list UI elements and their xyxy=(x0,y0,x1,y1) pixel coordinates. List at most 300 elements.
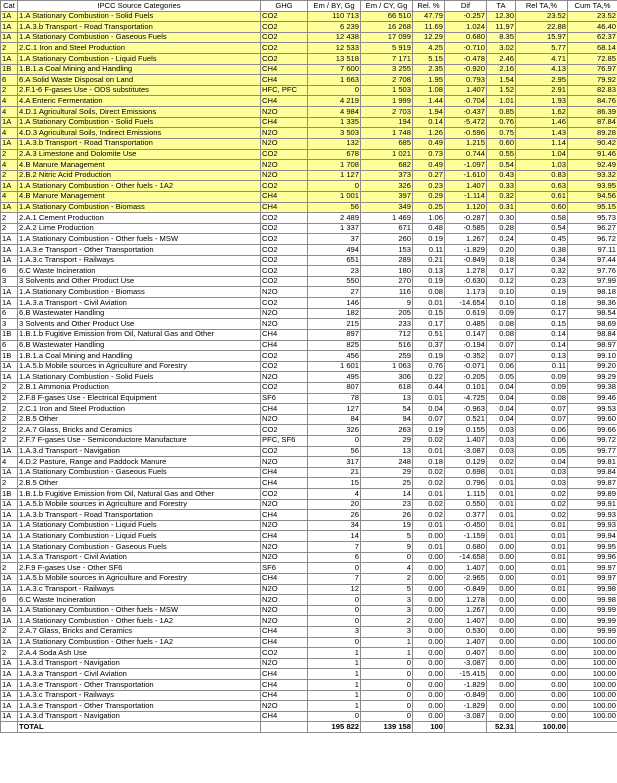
cell-dif[interactable]: -0.630 xyxy=(445,276,487,287)
cell-ghg[interactable]: CH4 xyxy=(261,573,308,584)
cell-rel[interactable]: 4.25 xyxy=(413,43,445,54)
cell-ghg[interactable]: CO2 xyxy=(261,149,308,160)
cell-ghg[interactable]: CO2 xyxy=(261,54,308,65)
cell-em-by[interactable]: 1 xyxy=(308,690,361,701)
cell-ta[interactable]: 0.00 xyxy=(487,595,516,606)
cell-cum-ta[interactable]: 98.84 xyxy=(568,329,617,340)
cell-rel[interactable]: 0.00 xyxy=(413,637,445,648)
cell-cum-ta[interactable]: 99.60 xyxy=(568,414,617,425)
cell-rel[interactable]: 0.00 xyxy=(413,595,445,606)
cell-ghg[interactable]: CH4 xyxy=(261,191,308,202)
cell-rel-ta[interactable]: 0.19 xyxy=(516,287,568,298)
cell-ghg[interactable]: CO2 xyxy=(261,181,308,192)
cell-cat[interactable]: 2 xyxy=(1,414,18,425)
cell-em-cy[interactable]: 0 xyxy=(361,680,413,691)
cell-source[interactable]: 6.B Wastewater Handling xyxy=(18,308,261,319)
cell-ta[interactable]: 0.00 xyxy=(487,542,516,553)
cell-rel-ta[interactable]: 0.60 xyxy=(516,202,568,213)
cell-cum-ta[interactable]: 96.72 xyxy=(568,234,617,245)
cell-cum-ta[interactable]: 99.93 xyxy=(568,510,617,521)
cell-em-by[interactable]: 494 xyxy=(308,245,361,256)
cell-ta[interactable]: 0.85 xyxy=(487,107,516,118)
cell-rel-ta[interactable]: 0.09 xyxy=(516,372,568,383)
cell-ghg[interactable]: N2O xyxy=(261,170,308,181)
cell-cum-ta[interactable]: 62.37 xyxy=(568,32,617,43)
total-em-cy[interactable]: 139 158 xyxy=(361,722,413,733)
cell-source[interactable]: 2.B.2 Nitric Acid Production xyxy=(18,170,261,181)
cell-source[interactable]: 1.A Stationary Combustion - Other fuels - 1A2 xyxy=(18,616,261,627)
cell-em-by[interactable]: 4 xyxy=(308,489,361,500)
cell-em-cy[interactable]: 3 xyxy=(361,605,413,616)
cell-source[interactable]: 1.B.1.a Coal Mining and Handling xyxy=(18,64,261,75)
cell-cum-ta[interactable]: 86.39 xyxy=(568,107,617,118)
cell-dif[interactable]: 1.173 xyxy=(445,287,487,298)
cell-cat[interactable]: 1A xyxy=(1,552,18,563)
cell-cat[interactable]: 1A xyxy=(1,287,18,298)
cell-dif[interactable]: -0.596 xyxy=(445,128,487,139)
total-cat[interactable] xyxy=(1,722,18,733)
cell-em-by[interactable]: 27 xyxy=(308,287,361,298)
cell-ta[interactable]: 0.00 xyxy=(487,690,516,701)
cell-cat[interactable]: 2 xyxy=(1,435,18,446)
cell-ghg[interactable]: CO2 xyxy=(261,648,308,659)
cell-cat[interactable]: 3 xyxy=(1,319,18,330)
cell-rel-ta[interactable]: 0.38 xyxy=(516,245,568,256)
cell-cum-ta[interactable]: 90.42 xyxy=(568,138,617,149)
cell-rel-ta[interactable]: 23.52 xyxy=(516,11,568,22)
cell-ghg[interactable]: CH4 xyxy=(261,669,308,680)
cell-em-by[interactable]: 825 xyxy=(308,340,361,351)
cell-em-cy[interactable]: 0 xyxy=(361,690,413,701)
cell-em-by[interactable]: 4 984 xyxy=(308,107,361,118)
cell-source[interactable]: 3 Solvents and Other Product Use xyxy=(18,276,261,287)
cell-cum-ta[interactable]: 46.40 xyxy=(568,22,617,33)
cell-rel-ta[interactable]: 0.00 xyxy=(516,680,568,691)
cell-dif[interactable]: 1.267 xyxy=(445,234,487,245)
cell-rel-ta[interactable]: 0.34 xyxy=(516,255,568,266)
cell-rel-ta[interactable]: 0.00 xyxy=(516,669,568,680)
cell-em-cy[interactable]: 205 xyxy=(361,308,413,319)
cell-ghg[interactable]: N2O xyxy=(261,520,308,531)
cell-dif[interactable]: -5.472 xyxy=(445,117,487,128)
cell-dif[interactable]: -3.087 xyxy=(445,446,487,457)
cell-source[interactable]: 6.C Waste Incineration xyxy=(18,595,261,606)
cell-cum-ta[interactable]: 99.97 xyxy=(568,563,617,574)
cell-em-cy[interactable]: 5 xyxy=(361,584,413,595)
cell-cum-ta[interactable]: 99.96 xyxy=(568,552,617,563)
cell-rel[interactable]: 12.29 xyxy=(413,32,445,43)
cell-cum-ta[interactable]: 95.15 xyxy=(568,202,617,213)
cell-dif[interactable]: 0.680 xyxy=(445,32,487,43)
cell-em-cy[interactable]: 25 xyxy=(361,478,413,489)
cell-ghg[interactable]: CH4 xyxy=(261,340,308,351)
cell-cat[interactable]: 1A xyxy=(1,202,18,213)
cell-cat[interactable]: 1B xyxy=(1,64,18,75)
cell-cum-ta[interactable]: 99.29 xyxy=(568,372,617,383)
cell-rel-ta[interactable]: 0.01 xyxy=(516,542,568,553)
cell-source[interactable]: 1.A Stationary Combustion - Gaseous Fuels xyxy=(18,467,261,478)
cell-rel[interactable]: 0.02 xyxy=(413,478,445,489)
cell-ghg[interactable]: N2O xyxy=(261,552,308,563)
cell-ghg[interactable]: CO2 xyxy=(261,382,308,393)
cell-cum-ta[interactable]: 79.92 xyxy=(568,75,617,86)
cell-em-by[interactable]: 56 xyxy=(308,202,361,213)
cell-cum-ta[interactable]: 99.99 xyxy=(568,626,617,637)
cell-em-by[interactable]: 456 xyxy=(308,351,361,362)
cell-cum-ta[interactable]: 23.52 xyxy=(568,11,617,22)
cell-cat[interactable]: 1A xyxy=(1,361,18,372)
cell-em-cy[interactable]: 16 268 xyxy=(361,22,413,33)
cell-rel-ta[interactable]: 0.07 xyxy=(516,414,568,425)
cell-cat[interactable]: 1A xyxy=(1,701,18,712)
cell-em-by[interactable]: 7 xyxy=(308,573,361,584)
cell-ta[interactable]: 0.01 xyxy=(487,531,516,542)
cell-ta[interactable]: 0.43 xyxy=(487,170,516,181)
cell-rel-ta[interactable]: 0.04 xyxy=(516,457,568,468)
cell-rel[interactable]: 0.48 xyxy=(413,223,445,234)
cell-rel[interactable]: 0.00 xyxy=(413,605,445,616)
cell-ta[interactable]: 0.01 xyxy=(487,478,516,489)
cell-dif[interactable]: 0.129 xyxy=(445,457,487,468)
cell-rel-ta[interactable]: 0.00 xyxy=(516,690,568,701)
cell-em-by[interactable]: 1 335 xyxy=(308,117,361,128)
cell-rel[interactable]: 0.73 xyxy=(413,149,445,160)
cell-source[interactable]: 2.A.3 Limestone and Dolomite Use xyxy=(18,149,261,160)
cell-dif[interactable]: -14.658 xyxy=(445,552,487,563)
cell-cum-ta[interactable]: 82.83 xyxy=(568,85,617,96)
cell-cum-ta[interactable]: 97.99 xyxy=(568,276,617,287)
cell-source[interactable]: 1.A.3.b Transport - Road Transportation xyxy=(18,510,261,521)
cell-em-by[interactable]: 1 xyxy=(308,669,361,680)
cell-ta[interactable]: 0.32 xyxy=(487,191,516,202)
cell-dif[interactable]: 1.407 xyxy=(445,181,487,192)
cell-rel[interactable]: 0.19 xyxy=(413,425,445,436)
cell-source[interactable]: 1.A.3.d Transport - Navigation xyxy=(18,446,261,457)
cell-ta[interactable]: 0.75 xyxy=(487,128,516,139)
cell-cum-ta[interactable]: 100.00 xyxy=(568,711,617,722)
cell-rel-ta[interactable]: 0.00 xyxy=(516,648,568,659)
cell-dif[interactable]: -0.287 xyxy=(445,213,487,224)
cell-ghg[interactable]: CH4 xyxy=(261,404,308,415)
cell-dif[interactable]: -0.205 xyxy=(445,372,487,383)
cell-source[interactable]: 1.A Stationary Combustion - Other fuels - MSW xyxy=(18,605,261,616)
cell-rel-ta[interactable]: 0.14 xyxy=(516,340,568,351)
cell-cum-ta[interactable]: 89.28 xyxy=(568,128,617,139)
cell-ghg[interactable]: N2O xyxy=(261,499,308,510)
cell-dif[interactable]: -0.194 xyxy=(445,340,487,351)
cell-em-cy[interactable]: 3 xyxy=(361,595,413,606)
cell-cat[interactable]: 1A xyxy=(1,669,18,680)
cell-dif[interactable]: -1.829 xyxy=(445,245,487,256)
cell-cat[interactable]: 1A xyxy=(1,531,18,542)
cell-cum-ta[interactable]: 93.95 xyxy=(568,181,617,192)
cell-em-by[interactable]: 317 xyxy=(308,457,361,468)
cell-rel[interactable]: 0.00 xyxy=(413,680,445,691)
cell-cat[interactable]: 2 xyxy=(1,149,18,160)
cell-em-cy[interactable]: 397 xyxy=(361,191,413,202)
cell-cat[interactable]: 1B xyxy=(1,489,18,500)
cell-em-cy[interactable]: 5 919 xyxy=(361,43,413,54)
cell-source[interactable]: 3 Solvents and Other Product Use xyxy=(18,319,261,330)
cell-source[interactable]: 2.F.9 F-gases Use - Other SF6 xyxy=(18,563,261,574)
cell-ghg[interactable]: CH4 xyxy=(261,96,308,107)
col-header-em-by[interactable]: Em / BY, Gg xyxy=(308,1,361,12)
cell-rel[interactable]: 5.15 xyxy=(413,54,445,65)
cell-cat[interactable]: 2 xyxy=(1,425,18,436)
cell-cat[interactable]: 2 xyxy=(1,563,18,574)
cell-ghg[interactable]: CO2 xyxy=(261,351,308,362)
cell-em-cy[interactable]: 1 xyxy=(361,648,413,659)
cell-dif[interactable]: -0.963 xyxy=(445,404,487,415)
cell-em-by[interactable]: 84 xyxy=(308,414,361,425)
cell-ghg[interactable]: CO2 xyxy=(261,43,308,54)
cell-cat[interactable]: 6 xyxy=(1,340,18,351)
cell-ghg[interactable]: N2O xyxy=(261,160,308,171)
cell-rel-ta[interactable]: 0.00 xyxy=(516,701,568,712)
cell-ghg[interactable]: N2O xyxy=(261,319,308,330)
cell-cat[interactable]: 4 xyxy=(1,191,18,202)
col-header-ta[interactable]: TA xyxy=(487,1,516,12)
cell-cum-ta[interactable]: 100.00 xyxy=(568,648,617,659)
cell-cat[interactable]: 2 xyxy=(1,213,18,224)
cell-ta[interactable]: 8.35 xyxy=(487,32,516,43)
cell-cum-ta[interactable]: 76.97 xyxy=(568,64,617,75)
total-ta[interactable]: 52.31 xyxy=(487,722,516,733)
cell-cat[interactable]: 1A xyxy=(1,658,18,669)
cell-dif[interactable]: 1.407 xyxy=(445,616,487,627)
cell-em-cy[interactable]: 259 xyxy=(361,351,413,362)
cell-source[interactable]: 2.C.1 Iron and Steel Production xyxy=(18,404,261,415)
cell-em-cy[interactable]: 1 503 xyxy=(361,85,413,96)
cell-ghg[interactable]: N2O xyxy=(261,701,308,712)
cell-ghg[interactable]: SF6 xyxy=(261,393,308,404)
cell-dif[interactable]: 1.407 xyxy=(445,563,487,574)
cell-rel[interactable]: 0.00 xyxy=(413,552,445,563)
cell-cat[interactable]: 1A xyxy=(1,181,18,192)
cell-rel-ta[interactable]: 0.18 xyxy=(516,298,568,309)
cell-em-cy[interactable]: 233 xyxy=(361,319,413,330)
cell-rel-ta[interactable]: 0.00 xyxy=(516,616,568,627)
cell-rel[interactable]: 0.02 xyxy=(413,435,445,446)
cell-rel[interactable]: 0.00 xyxy=(413,711,445,722)
cell-dif[interactable]: -3.087 xyxy=(445,658,487,669)
cell-ta[interactable]: 0.05 xyxy=(487,372,516,383)
cell-rel-ta[interactable]: 1.43 xyxy=(516,128,568,139)
cell-rel[interactable]: 0.17 xyxy=(413,319,445,330)
cell-ghg[interactable]: CH4 xyxy=(261,75,308,86)
cell-cum-ta[interactable]: 99.87 xyxy=(568,478,617,489)
cell-source[interactable]: 4.D.3 Agricultural Soils, Indirect Emissions xyxy=(18,128,261,139)
cell-rel-ta[interactable]: 1.46 xyxy=(516,117,568,128)
cell-cum-ta[interactable]: 68.14 xyxy=(568,43,617,54)
cell-cum-ta[interactable]: 92.49 xyxy=(568,160,617,171)
cell-rel-ta[interactable]: 0.00 xyxy=(516,605,568,616)
cell-ta[interactable]: 0.00 xyxy=(487,669,516,680)
cell-em-cy[interactable]: 54 xyxy=(361,404,413,415)
cell-rel[interactable]: 1.95 xyxy=(413,75,445,86)
cell-rel[interactable]: 1.94 xyxy=(413,107,445,118)
cell-em-cy[interactable]: 260 xyxy=(361,234,413,245)
total-cum-ta[interactable] xyxy=(568,722,617,733)
cell-rel-ta[interactable]: 0.83 xyxy=(516,170,568,181)
cell-em-by[interactable]: 132 xyxy=(308,138,361,149)
cell-em-by[interactable]: 1 601 xyxy=(308,361,361,372)
cell-rel-ta[interactable]: 0.58 xyxy=(516,213,568,224)
cell-cum-ta[interactable]: 99.46 xyxy=(568,393,617,404)
cell-source[interactable]: 2.F.7 F-gases Use - Semiconductore Manufacture xyxy=(18,435,261,446)
cell-em-by[interactable]: 26 xyxy=(308,510,361,521)
cell-rel-ta[interactable]: 5.77 xyxy=(516,43,568,54)
cell-em-cy[interactable]: 66 510 xyxy=(361,11,413,22)
cell-ghg[interactable]: N2O xyxy=(261,138,308,149)
cell-cum-ta[interactable]: 99.53 xyxy=(568,404,617,415)
cell-ghg[interactable]: PFC, SF6 xyxy=(261,435,308,446)
cell-cat[interactable]: 1A xyxy=(1,446,18,457)
cell-source[interactable]: 1.A Stationary Combustion - Liquid Fuels xyxy=(18,520,261,531)
cell-cat[interactable]: 2 xyxy=(1,404,18,415)
cell-em-by[interactable]: 1 xyxy=(308,701,361,712)
cell-em-cy[interactable]: 29 xyxy=(361,467,413,478)
cell-cum-ta[interactable]: 99.91 xyxy=(568,499,617,510)
cell-rel[interactable]: 0.19 xyxy=(413,276,445,287)
cell-rel-ta[interactable]: 0.06 xyxy=(516,425,568,436)
cell-dif[interactable]: 1.278 xyxy=(445,595,487,606)
cell-ta[interactable]: 0.00 xyxy=(487,605,516,616)
cell-rel-ta[interactable]: 0.15 xyxy=(516,319,568,330)
cell-ta[interactable]: 0.60 xyxy=(487,138,516,149)
cell-cat[interactable]: 1A xyxy=(1,584,18,595)
cell-ghg[interactable]: CO2 xyxy=(261,266,308,277)
cell-rel-ta[interactable]: 0.54 xyxy=(516,223,568,234)
col-header-rel[interactable]: Rel. % xyxy=(413,1,445,12)
total-rel[interactable]: 100 xyxy=(413,722,445,733)
cell-rel[interactable]: 0.00 xyxy=(413,669,445,680)
cell-cum-ta[interactable]: 97.76 xyxy=(568,266,617,277)
cell-em-cy[interactable]: 1 xyxy=(361,637,413,648)
cell-ta[interactable]: 0.09 xyxy=(487,308,516,319)
cell-cat[interactable]: 1A xyxy=(1,234,18,245)
cell-cum-ta[interactable]: 99.89 xyxy=(568,489,617,500)
cell-cum-ta[interactable]: 99.93 xyxy=(568,520,617,531)
cell-dif[interactable]: -14.654 xyxy=(445,298,487,309)
cell-ta[interactable]: 1.01 xyxy=(487,96,516,107)
cell-source[interactable]: 1.A Stationary Combustion - Solid Fuels xyxy=(18,117,261,128)
cell-rel[interactable]: 0.00 xyxy=(413,658,445,669)
cell-ta[interactable]: 0.00 xyxy=(487,584,516,595)
cell-ta[interactable]: 0.24 xyxy=(487,234,516,245)
cell-ghg[interactable]: HFC, PFC xyxy=(261,85,308,96)
cell-ghg[interactable]: N2O xyxy=(261,287,308,298)
col-header-ghg[interactable]: GHG xyxy=(261,1,308,12)
cell-rel[interactable]: 0.01 xyxy=(413,298,445,309)
cell-cat[interactable]: 1A xyxy=(1,711,18,722)
cell-cum-ta[interactable]: 100.00 xyxy=(568,680,617,691)
cell-em-cy[interactable]: 1 999 xyxy=(361,96,413,107)
cell-source[interactable]: 1.A Stationary Combustion - Other fuels - 1A2 xyxy=(18,637,261,648)
cell-ta[interactable]: 0.54 xyxy=(487,160,516,171)
cell-em-cy[interactable]: 5 xyxy=(361,531,413,542)
cell-ghg[interactable]: CO2 xyxy=(261,361,308,372)
cell-rel-ta[interactable]: 0.63 xyxy=(516,181,568,192)
cell-source[interactable]: 2.A.7 Glass, Bricks and Ceramics xyxy=(18,626,261,637)
cell-dif[interactable]: -0.920 xyxy=(445,64,487,75)
cell-em-cy[interactable]: 116 xyxy=(361,287,413,298)
cell-ghg[interactable]: CH4 xyxy=(261,531,308,542)
cell-em-by[interactable]: 0 xyxy=(308,435,361,446)
cell-rel[interactable]: 0.51 xyxy=(413,329,445,340)
cell-em-by[interactable]: 1 337 xyxy=(308,223,361,234)
cell-em-by[interactable]: 2 489 xyxy=(308,213,361,224)
cell-source[interactable]: 1.A Stationary Combustion - Liquid Fuels xyxy=(18,531,261,542)
cell-em-cy[interactable]: 326 xyxy=(361,181,413,192)
cell-em-cy[interactable]: 153 xyxy=(361,245,413,256)
cell-rel[interactable]: 0.00 xyxy=(413,584,445,595)
cell-ghg[interactable]: CH4 xyxy=(261,64,308,75)
cell-source[interactable]: 1.A.3.d Transport - Navigation xyxy=(18,711,261,722)
cell-rel[interactable]: 0.27 xyxy=(413,170,445,181)
cell-em-by[interactable]: 34 xyxy=(308,520,361,531)
cell-cum-ta[interactable]: 100.00 xyxy=(568,658,617,669)
col-header-cum-ta[interactable]: Cum TA,% xyxy=(568,1,617,12)
cell-source[interactable]: 1.A Stationary Combustion - Liquid Fuels xyxy=(18,54,261,65)
cell-ta[interactable]: 0.03 xyxy=(487,435,516,446)
cell-ghg[interactable]: CH4 xyxy=(261,202,308,213)
cell-em-by[interactable]: 1 708 xyxy=(308,160,361,171)
cell-cum-ta[interactable]: 94.56 xyxy=(568,191,617,202)
col-header-rel-ta[interactable]: Rel TA,% xyxy=(516,1,568,12)
cell-cum-ta[interactable]: 99.99 xyxy=(568,616,617,627)
cell-cum-ta[interactable]: 98.36 xyxy=(568,298,617,309)
cell-cum-ta[interactable]: 97.44 xyxy=(568,255,617,266)
cell-rel-ta[interactable]: 1.03 xyxy=(516,160,568,171)
cell-dif[interactable]: -0.478 xyxy=(445,54,487,65)
cell-dif[interactable]: 1.267 xyxy=(445,605,487,616)
cell-ta[interactable]: 2.46 xyxy=(487,54,516,65)
cell-ta[interactable]: 0.07 xyxy=(487,340,516,351)
cell-cum-ta[interactable]: 99.72 xyxy=(568,435,617,446)
cell-source[interactable]: 1.A.3.d Transport - Navigation xyxy=(18,658,261,669)
cell-rel[interactable]: 0.44 xyxy=(413,382,445,393)
cell-cum-ta[interactable]: 72.85 xyxy=(568,54,617,65)
cell-ta[interactable]: 2.16 xyxy=(487,64,516,75)
cell-em-by[interactable]: 0 xyxy=(308,637,361,648)
cell-dif[interactable]: 0.147 xyxy=(445,329,487,340)
cell-source[interactable]: 6.A Solid Waste Disposal on Land xyxy=(18,75,261,86)
cell-dif[interactable]: 0.521 xyxy=(445,414,487,425)
cell-rel-ta[interactable]: 0.00 xyxy=(516,637,568,648)
cell-source[interactable]: 2.A.7 Glass, Bricks and Ceramics xyxy=(18,425,261,436)
total-ghg[interactable] xyxy=(261,722,308,733)
cell-dif[interactable]: 1.407 xyxy=(445,435,487,446)
cell-rel-ta[interactable]: 0.01 xyxy=(516,563,568,574)
cell-ta[interactable]: 0.02 xyxy=(487,457,516,468)
cell-ghg[interactable]: N2O xyxy=(261,605,308,616)
cell-cat[interactable]: 2 xyxy=(1,382,18,393)
cell-source[interactable]: 1.B.1.a Coal Mining and Handling xyxy=(18,351,261,362)
cell-cat[interactable]: 4 xyxy=(1,160,18,171)
cell-ta[interactable]: 0.03 xyxy=(487,425,516,436)
cell-em-cy[interactable]: 17 099 xyxy=(361,32,413,43)
cell-rel-ta[interactable]: 0.00 xyxy=(516,711,568,722)
cell-em-cy[interactable]: 685 xyxy=(361,138,413,149)
cell-em-by[interactable]: 807 xyxy=(308,382,361,393)
cell-rel-ta[interactable]: 0.07 xyxy=(516,404,568,415)
cell-source[interactable]: 1.A Stationary Combustion - Solid Fuels xyxy=(18,372,261,383)
cell-dif[interactable]: 1.115 xyxy=(445,489,487,500)
cell-cat[interactable]: 3 xyxy=(1,276,18,287)
cell-source[interactable]: 1.A.3.a Transport - Civil Aviation xyxy=(18,669,261,680)
cell-source[interactable]: 6.C Waste Incineration xyxy=(18,266,261,277)
